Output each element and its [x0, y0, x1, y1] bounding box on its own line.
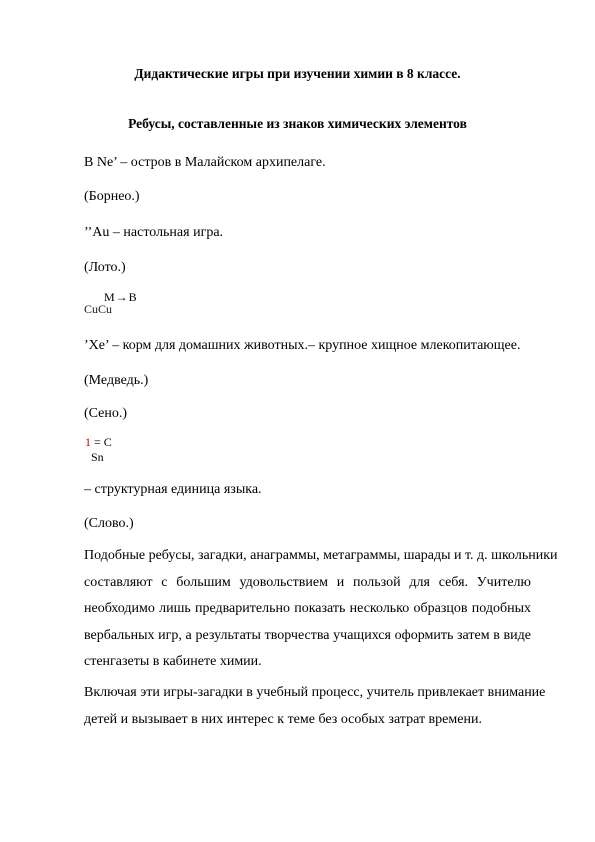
paragraph-1-line: вербальных игр, а результаты творчества учащихся оформить затем в виде	[84, 627, 531, 643]
answer-2: (Лото.)	[84, 260, 126, 275]
rebus-2-digit: 1	[85, 435, 91, 449]
answer-3a: (Медведь.)	[84, 373, 149, 388]
riddle-1: В Ne’ – остров в Малайском архипелаге.	[84, 155, 326, 170]
paragraph-1-line: необходимо лишь предварительно показать несколько образцов подобных	[84, 601, 531, 616]
paragraph-1	[84, 543, 558, 676]
paragraph-2-line: детей и вызывает в них интерес к теме без особых затрат времени.	[84, 711, 482, 727]
riddle-4: – структурная единица языка.	[84, 482, 262, 497]
answer-1: (Борнео.)	[84, 189, 140, 204]
rebus-2-equals: = C	[94, 435, 112, 449]
paragraph-1-line: стенгазеты в кабинете химии.	[84, 654, 262, 669]
document-title: Дидактические игры при изучении химии в 8 классе.	[134, 66, 461, 81]
rebus-1-top: M→B	[104, 290, 138, 304]
paragraph-2	[84, 680, 546, 733]
riddle-3: ’Xe’ – корм для домашних животных.– крупное хищное млекопитающее.	[84, 338, 521, 353]
answer-3b: (Сено.)	[84, 406, 128, 421]
paragraph-1-line: составляют с большим удовольствием и пользой для себя. Учителю	[84, 574, 531, 590]
riddle-2: ’’Au – настольная игра.	[84, 225, 224, 240]
paragraph-2-line: Включая эти игры-загадки в учебный процесс, учитель привлекает внимание	[84, 685, 546, 700]
document-subtitle: Ребусы, составленные из знаков химических элементов	[128, 116, 467, 131]
answer-4: (Слово.)	[84, 516, 134, 531]
paragraph-1-line: Подобные ребусы, загадки, анаграммы, метаграммы, шарады и т. д. школьники	[84, 548, 558, 563]
rebus-2-bottom: Sn	[91, 450, 104, 464]
rebus-1-bottom: CuCu	[84, 302, 113, 316]
